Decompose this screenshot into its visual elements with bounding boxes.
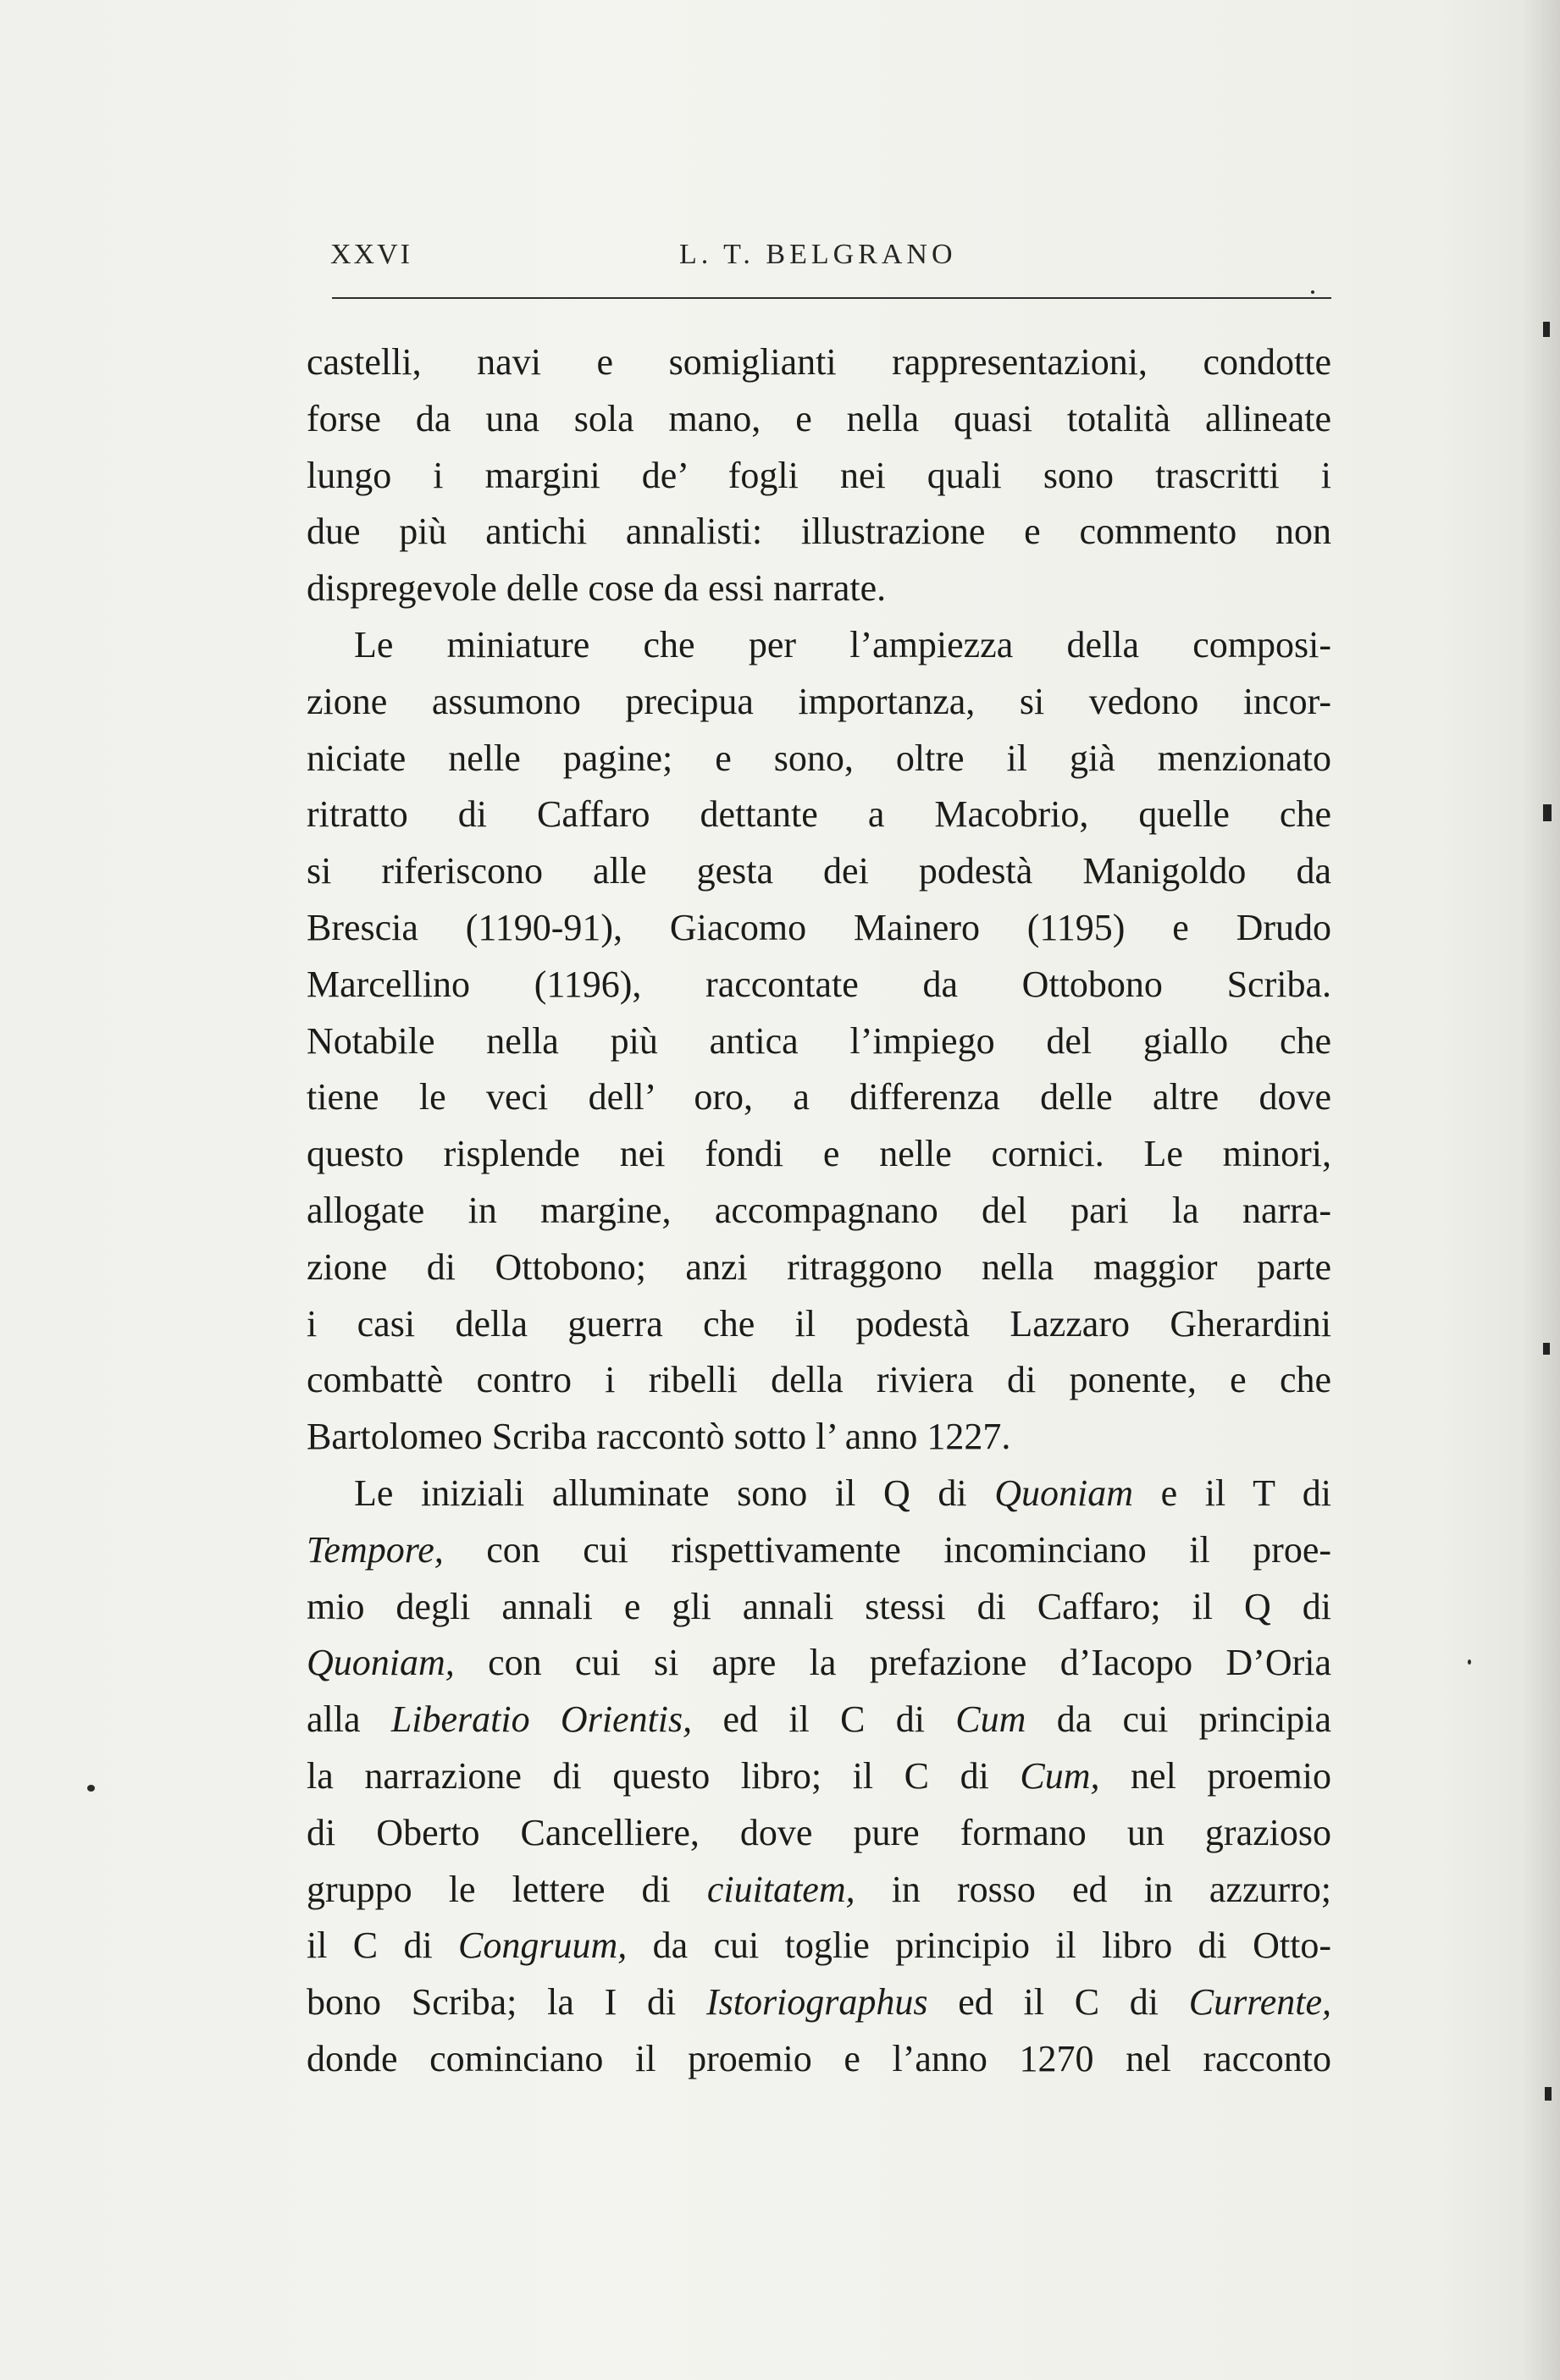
- text-line: tiene le veci dell’ oro, a differenza delle altre dove: [307, 1076, 1331, 1118]
- binding-mark: [1543, 1343, 1550, 1355]
- italic-term: Cum,: [1020, 1754, 1100, 1797]
- text-line: forse da una sola mano, e nella quasi totalità allineate: [307, 397, 1331, 439]
- text-line: niciate nelle pagine; e sono, oltre il già menzionato: [307, 737, 1331, 779]
- text-line: il C di Congruum, da cui toglie principio il libro di Otto-: [307, 1924, 1331, 1967]
- body-text: [307, 334, 1331, 2088]
- text-line: mio degli annali e gli annali stessi di Caffaro; il Q di: [307, 1585, 1331, 1627]
- italic-term: ciuitatem,: [706, 1868, 855, 1910]
- text-line: i casi della guerra che il podestà Lazzaro Gherardini: [307, 1302, 1331, 1345]
- text-line: si riferiscono alle gesta dei podestà Manigoldo da: [307, 850, 1331, 892]
- text-line: Bartolomeo Scriba raccontò sotto l’ anno 1227.: [307, 1416, 1011, 1458]
- italic-term: Currente,: [1188, 1981, 1331, 2024]
- running-header: [330, 239, 1331, 281]
- text-line: zione assumono precipua importanza, si vedono incor-: [307, 680, 1331, 722]
- text-line: donde cominciano il proemio e l’anno 1270 nel racconto: [307, 2037, 1331, 2079]
- text-line: gruppo le lettere di ciuitatem, in rosso ed in azzurro;: [307, 1868, 1332, 1910]
- text-line: due più antichi annalisti: illustrazione e commento non: [307, 511, 1331, 553]
- page-number: XXVI: [330, 239, 412, 270]
- ink-speck: [1468, 1659, 1471, 1665]
- italic-term: Cum: [955, 1698, 1026, 1741]
- binding-mark: [1543, 322, 1550, 337]
- text-line: bono Scriba; la I di Istoriographus ed il C di Currente,: [307, 1981, 1331, 2024]
- text-line: la narrazione di questo libro; il C di Cum, nel proemio: [307, 1754, 1331, 1797]
- text-line: Marcellino (1196), raccontate da Ottobono Scriba.: [307, 963, 1331, 1005]
- binding-mark: [1545, 2087, 1552, 2101]
- text-line: dispregevole delle cose da essi narrate.: [307, 567, 887, 610]
- italic-term: Quoniam,: [307, 1642, 455, 1684]
- ink-speck: [1311, 290, 1314, 294]
- text-line: lungo i margini de’ fogli nei quali sono trascritti i: [307, 454, 1331, 496]
- text-line: questo risplende nei fondi e nelle cornici. Le minori,: [307, 1133, 1331, 1175]
- text-line: alla Liberatio Orientis, ed il C di Cum da cui principia: [307, 1698, 1332, 1741]
- italic-term: Congruum,: [458, 1924, 628, 1967]
- text-line: combattè contro i ribelli della riviera di ponente, e che: [307, 1359, 1331, 1401]
- running-title: L. T. BELGRANO: [679, 239, 957, 270]
- text-line: Brescia (1190-91), Giacomo Mainero (1195) e Drudo: [307, 906, 1331, 948]
- italic-term: Tempore,: [307, 1528, 444, 1571]
- text-line: di Oberto Cancelliere, dove pure formano un grazioso: [307, 1811, 1331, 1853]
- text-line: Tempore, con cui rispettivamente incominciano il proe-: [307, 1528, 1331, 1571]
- binding-mark: [1543, 804, 1552, 821]
- italic-term: Istoriographus: [705, 1981, 928, 2024]
- italic-term: Quoniam: [994, 1472, 1134, 1514]
- text-line: Notabile nella più antica l’impiego del giallo che: [307, 1019, 1331, 1062]
- text-line: ritratto di Caffaro dettante a Macobrio, quelle che: [307, 793, 1331, 836]
- ink-speck: [87, 1785, 95, 1792]
- header-rule: [332, 297, 1331, 299]
- text-line: Quoniam, con cui si apre la prefazione d’Iacopo D’Oria: [307, 1642, 1331, 1684]
- text-line: Le iniziali alluminate sono il Q di Quoniam e il T di: [354, 1472, 1331, 1514]
- page-edge-shadow: [1523, 0, 1560, 2380]
- text-line: Le miniature che per l’ampiezza della composi-: [354, 623, 1331, 665]
- text-line: castelli, navi e somiglianti rappresentazioni, condotte: [307, 341, 1331, 383]
- italic-term: Liberatio Orientis,: [390, 1698, 693, 1741]
- text-line: zione di Ottobono; anzi ritraggono nella maggior parte: [307, 1245, 1331, 1288]
- text-line: allogate in margine, accompagnano del pari la narra-: [307, 1189, 1331, 1231]
